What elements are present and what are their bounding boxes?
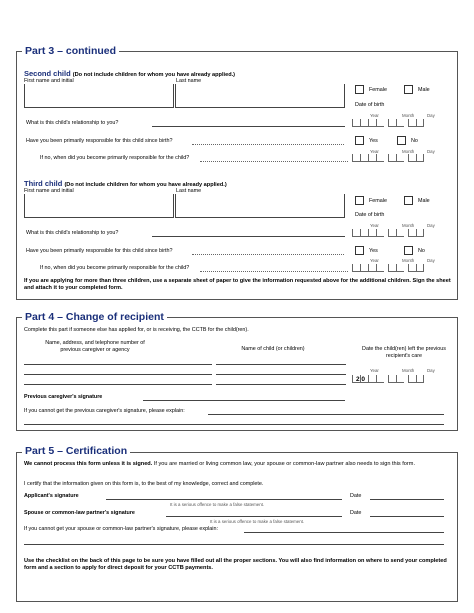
second-child-male-checkbox[interactable] (404, 85, 413, 94)
part5-title: Part 5 – Certification (22, 445, 130, 457)
primary-question: Have you been primarily responsible for this child since birth? (26, 138, 173, 144)
second-child-note: (Do not include children for whom you have already applied.) (72, 72, 236, 78)
last-name-label: Last name (176, 188, 202, 194)
female-label: Female (369, 198, 387, 204)
date-left-care-header: Date the child(ren) left the previous recipient's care (362, 346, 446, 359)
third-child-no-checkbox[interactable] (404, 246, 413, 255)
part3-title: Part 3 – continued (22, 45, 119, 57)
child-name-line-1[interactable] (216, 364, 346, 365)
dob-label: Date of birth (355, 212, 385, 218)
second-child-no-checkbox[interactable] (397, 136, 406, 145)
applicant-signature-field[interactable] (106, 499, 342, 500)
year-label: Year (370, 113, 379, 118)
third-child-province-field[interactable] (175, 204, 345, 218)
male-label: Male (418, 198, 430, 204)
checklist-note: Use the checklist on the back of this page to be sure you have filled out all the proper sections. You will also find information on where to send your completed form and a section to apply for direct deposit for your CCTB payments. (24, 558, 447, 571)
third-child-male-checkbox[interactable] (404, 196, 413, 205)
day-label: Day (427, 113, 435, 118)
second-child-relationship-field[interactable] (152, 126, 345, 127)
first-name-label: First name and initial (24, 78, 74, 84)
dob-label: Date of birth (355, 102, 385, 108)
signature-warning: We cannot process this form unless it is signed. If you are married or living common law, your spouse or common-law partner also needs to sign this form. (24, 461, 415, 467)
third-child-dob-field[interactable] (352, 229, 424, 237)
if-no-question: If no, when did you become primarily responsible for the child? (40, 155, 190, 161)
no-label: No (411, 138, 418, 144)
spouse-date-label: Date (350, 510, 362, 516)
caregiver-explain-line-2[interactable] (24, 424, 444, 425)
caregiver-line-3[interactable] (24, 384, 212, 385)
third-child-relationship-field[interactable] (152, 236, 345, 237)
third-child-female-checkbox[interactable] (355, 196, 364, 205)
no-label: No (418, 248, 425, 254)
caregiver-explain-line-1[interactable] (208, 414, 444, 415)
spouse-explain-label: If you cannot get your spouse or common-law partner's signature, please explain: (24, 526, 218, 532)
last-name-label: Last name (176, 78, 202, 84)
certification-statement: I certify that the information given on this form is, to the best of my knowledge, correct and complete. (24, 481, 264, 487)
spouse-signature-label: Spouse or common-law partner's signature (24, 510, 135, 516)
date-left-care-field[interactable] (352, 375, 424, 383)
female-label: Female (369, 87, 387, 93)
third-child-note: (Do not include children for whom you have already applied.) (64, 182, 227, 188)
caregiver-explain-label: If you cannot get the previous caregiver's signature, please explain: (24, 408, 185, 414)
second-child-responsible-date-field[interactable] (352, 154, 424, 162)
part4-title: Part 4 – Change of recipient (22, 311, 167, 323)
previous-caregiver-signature-field[interactable] (143, 400, 345, 401)
male-label: Male (418, 87, 430, 93)
third-child-responsible-date-field[interactable] (352, 264, 424, 272)
if-no-question: If no, when did you become primarily responsible for the child? (40, 265, 190, 271)
yes-label: Yes (369, 248, 378, 254)
caregiver-line-2[interactable] (24, 374, 212, 375)
spouse-explain-line-2[interactable] (24, 544, 444, 545)
child-name-line-3[interactable] (216, 384, 346, 385)
yes-label: Yes (369, 138, 378, 144)
spouse-explain-line-1[interactable] (244, 532, 444, 533)
spouse-date-field[interactable] (370, 516, 444, 517)
spouse-signature-field[interactable] (166, 516, 342, 517)
second-child-dob-field[interactable] (352, 119, 424, 127)
second-child-female-checkbox[interactable] (355, 85, 364, 94)
second-child-city-field[interactable] (24, 94, 174, 108)
part4-intro: Complete this part if someone else has applied for, or is receiving, the CCTB for the child(ren). (24, 327, 249, 333)
more-children-note: If you are applying for more than three children, use a separate sheet of paper to give the information requested above for the additional children. Sign the sheet and attach it to your completed form. (24, 278, 451, 291)
applicant-date-label: Date (350, 493, 362, 499)
second-child-yes-checkbox[interactable] (355, 136, 364, 145)
second-child-province-field[interactable] (175, 94, 345, 108)
applicant-signature-label: Applicant's signature (24, 493, 79, 499)
third-child-city-field[interactable] (24, 204, 174, 218)
relationship-label: What is this child's relationship to you? (26, 230, 119, 236)
child-name-header: Name of child (or children) (241, 346, 305, 352)
third-child-yes-checkbox[interactable] (355, 246, 364, 255)
first-name-label: First name and initial (24, 188, 74, 194)
offence-note: It is a serious offence to make a false statement. (210, 519, 305, 524)
offence-note: It is a serious offence to make a false statement. (170, 502, 265, 507)
previous-caregiver-header: Name, address, and telephone number of previous caregiver or agency (45, 340, 145, 353)
previous-caregiver-signature-label: Previous caregiver's signature (24, 394, 103, 400)
second-child-heading: Second child (Do not include children for whom you have already applied.) (24, 69, 236, 78)
year-prefix: 2 0 (356, 376, 366, 383)
relationship-label: What is this child's relationship to you? (26, 120, 119, 126)
child-name-line-2[interactable] (216, 374, 346, 375)
third-child-heading: Third child (Do not include children for whom you have already applied.) (24, 179, 227, 188)
month-label: Month (402, 113, 415, 118)
primary-question: Have you been primarily responsible for this child since birth? (26, 248, 173, 254)
caregiver-line-1[interactable] (24, 364, 212, 365)
applicant-date-field[interactable] (370, 499, 444, 500)
